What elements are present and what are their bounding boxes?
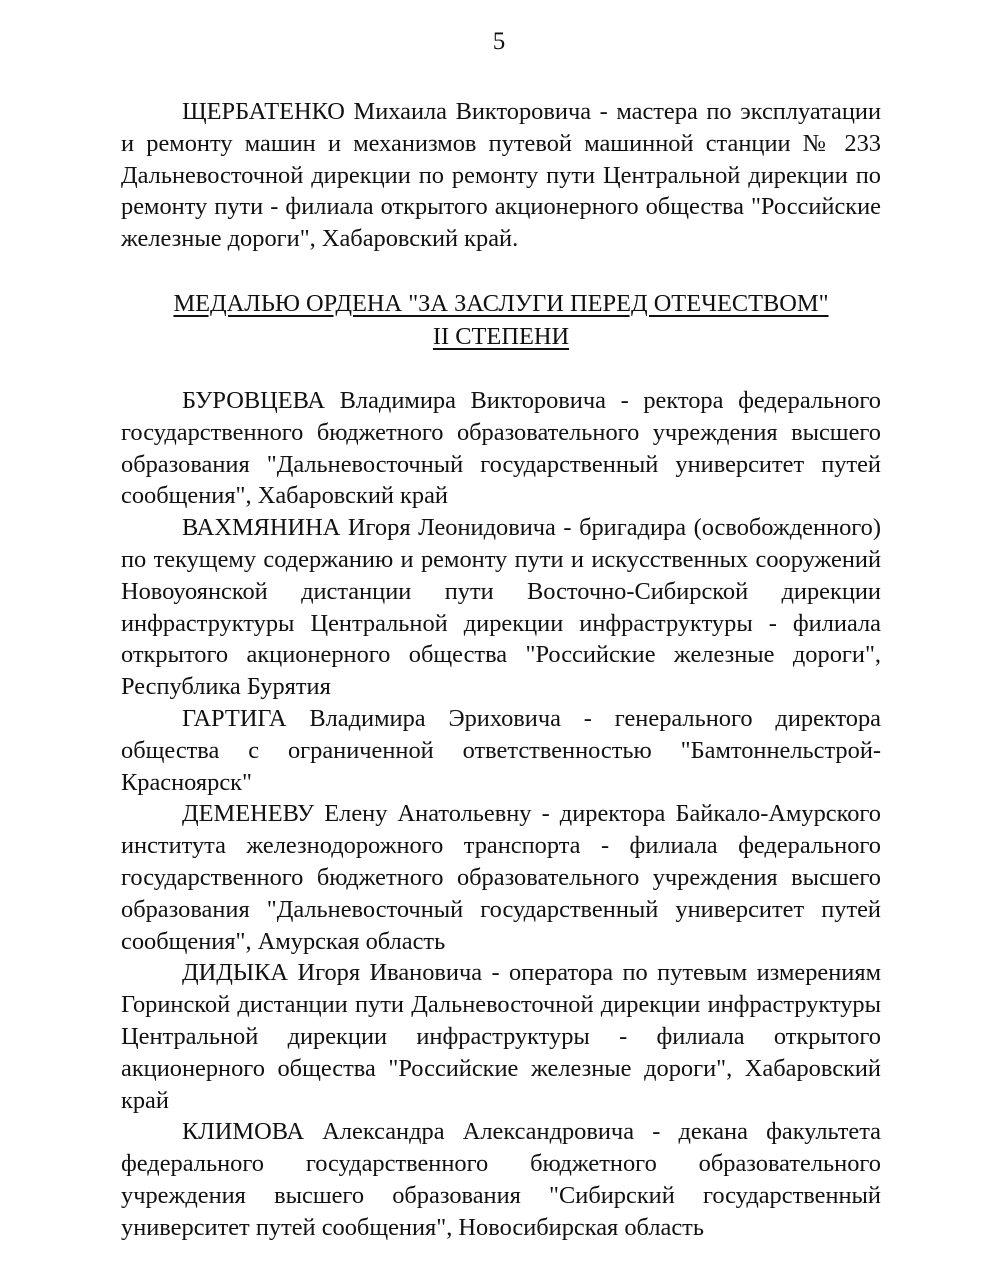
intro-section xyxy=(121,96,881,255)
awardee-paragraph: ДЕМЕНЕВУ Елену Анатольевну - директора Байкало-Амурского института железнодорожного транспорта - филиала федерального государственного бюджетного образовательного учреждения высшего образования "Дальневосточный государственный университет путей сообщения", Амурская область xyxy=(121,800,881,955)
awardee-list xyxy=(121,385,881,1244)
award-heading-line-2: II СТЕПЕНИ xyxy=(432,323,570,350)
award-heading-line-1: МЕДАЛЬЮ ОРДЕНА "ЗА ЗАСЛУГИ ПЕРЕД ОТЕЧЕСТВОМ" xyxy=(173,290,829,317)
award-heading xyxy=(121,287,881,353)
intro-paragraph: ЩЕРБАТЕНКО Михаила Викторовича - мастера по эксплуатации и ремонту машин и механизмов путевой машинной станции № 233 Дальневосточной дирекции по ремонту пути Центральной дирекции по ремонту пути - филиала открытого акционерного общества "Российские железные дороги", Хабаровский край. xyxy=(121,98,881,253)
awardee-paragraph: ДИДЫКА Игоря Ивановича - оператора по путевым измерениям Горинской дистанции пути Дальневосточной дирекции инфраструктуры Центральной дирекции инфраструктуры - филиала открытого акционерного общества "Российские железные дороги", Хабаровский край xyxy=(121,959,881,1114)
awardee-paragraph: КЛИМОВА Александра Александровича - декана факультета федерального государственного бюджетного образовательного учреждения высшего образования "Сибирский государственный университет путей сообщения", Новосибирская область xyxy=(121,1118,881,1241)
awardee-paragraph: ВАХМЯНИНА Игоря Леонидовича - бригадира (освобожденного) по текущему содержанию и ремонту пути и искусственных сооружений Новоуоянской дистанции пути Восточно-Сибирской дирекции инфраструктуры Центральной дирекции инфраструктуры - филиала открытого акционерного общества "Российские железные дороги", Республика Бурятия xyxy=(121,514,881,701)
awardee-paragraph: БУРОВЦЕВА Владимира Викторовича - ректора федерального государственного бюджетного образовательного учреждения высшего образования "Дальневосточный государственный университет путей сообщения", Хабаровский край xyxy=(121,387,881,510)
page-number: 5 xyxy=(492,28,506,55)
awardee-paragraph: ГАРТИГА Владимира Эриховича - генерального директора общества с ограниченной ответственностью "Бамтоннельстрой-Красноярск" xyxy=(121,704,881,796)
